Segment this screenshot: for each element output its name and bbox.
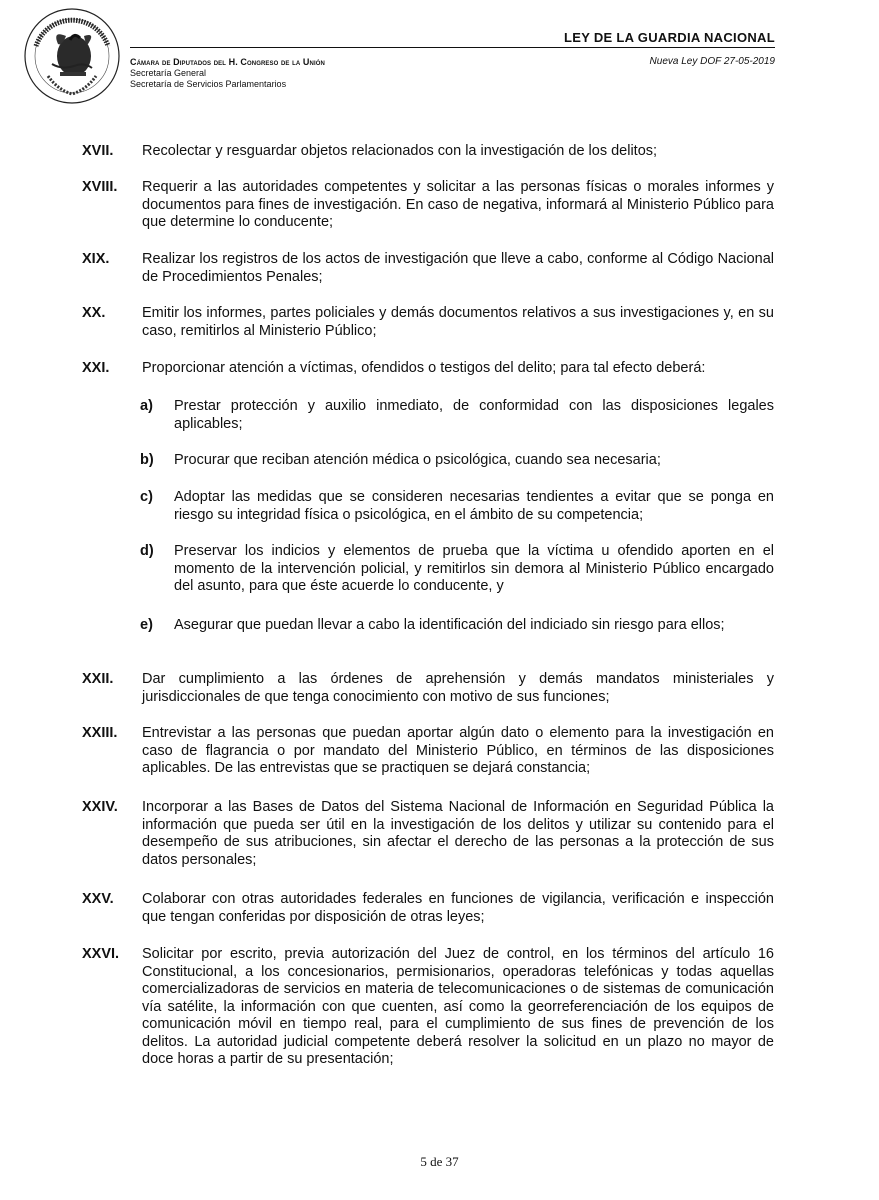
sub-paragraph-text: Asegurar que puedan llevar a cabo la identificación del indiciado sin riesgo para ellos; — [174, 617, 725, 633]
sub-paragraph-text: Procurar que reciban atención médica o psicológica, cuando sea necesaria; — [174, 452, 661, 468]
fraction-number: XXIII. — [82, 725, 118, 741]
services-name: Secretaría de Servicios Parlamentarios — [130, 79, 287, 89]
article-fraction — [82, 143, 774, 161]
fraction-number: XIX. — [82, 251, 110, 267]
sub-paragraph — [140, 489, 774, 524]
fraction-text: Entrevistar a las personas que puedan aportar algún dato o elemento para la investigación en caso de flagrancia o por mandato del Ministerio Público, en términos de las disposiciones aplicables. De las entrevistas que se practiquen se dejará constancia; — [142, 725, 774, 776]
fraction-number: XXV. — [82, 891, 114, 907]
sub-paragraph-letter: a) — [140, 398, 153, 414]
chamber-block — [130, 57, 325, 90]
sub-paragraph-text: Preservar los indicios y elementos de prueba que la víctima u ofendido aporten en el momento de la intervención policial, y remitirlos sin demora al Ministerio Público encargado del asunto, para que éste acuerde lo conducente, y — [174, 543, 774, 594]
law-title: LEY DE LA GUARDIA NACIONAL — [564, 30, 775, 45]
sub-paragraph — [140, 617, 774, 635]
article-fraction — [82, 799, 774, 869]
secretariat-name: Secretaría General — [130, 68, 207, 78]
fraction-text: Colaborar con otras autoridades federales en funciones de vigilancia, verificación e inspección que tengan conferidas por disposición de otras leyes; — [142, 891, 774, 925]
fraction-number: XXI. — [82, 360, 110, 376]
fraction-number: XXVI. — [82, 946, 120, 962]
article-fraction — [82, 725, 774, 778]
fraction-number: XVIII. — [82, 179, 118, 195]
sub-paragraph-letter: c) — [140, 489, 153, 505]
national-seal-icon — [22, 6, 122, 106]
fraction-text: Incorporar a las Bases de Datos del Sistema Nacional de Información en Seguridad Pública la información que pueda ser útil en la investigación de los delitos y utilizar su contenido para el desempeño de sus atribuciones, sin afectar el derecho de las personas a la protección de sus datos personales; — [142, 799, 774, 868]
article-fraction — [82, 891, 774, 926]
article-fraction — [82, 179, 774, 232]
article-fraction — [82, 946, 774, 1069]
page-number: 5 de 37 — [420, 1154, 459, 1169]
fraction-text: Emitir los informes, partes policiales y demás documentos relativos a sus investigaciones y, en su caso, remitirlos al Ministerio Público; — [142, 305, 774, 339]
law-title-block — [564, 30, 775, 48]
fraction-number: XXII. — [82, 671, 114, 687]
fraction-text: Realizar los registros de los actos de investigación que lleve a cabo, conforme al Código Nacional de Procedimientos Penales; — [142, 251, 774, 285]
article-fraction — [82, 671, 774, 706]
fraction-text: Dar cumplimiento a las órdenes de aprehensión y demás mandatos ministeriales y jurisdiccionales de que tenga conocimiento con motivo de sus funciones; — [142, 671, 774, 705]
fraction-text: Requerir a las autoridades competentes y solicitar a las personas físicas o morales informes y documentos para fines de investigación. En caso de negativa, informará al Ministerio Público para que determine lo conducente; — [142, 179, 774, 230]
article-fraction — [82, 305, 774, 340]
header-rule — [130, 47, 775, 48]
fraction-text: Solicitar por escrito, previa autorización del Juez de control, en los términos del artículo 16 Constitucional, a los concesionarios, permisionarios, operadoras telefónicas y todas aquellas comercializadoras de servicios en materia de telecomunicaciones o de sistemas de comunicación vía satélite, la información con que cuenten, así como la georreferenciación de los equipos de comunicación móvil en tiempo real, para el cumplimiento de sus fines de prevención de los delitos. La autoridad judicial competente deberá resolver la solicitud en un plazo no mayor de doce horas a partir de su presentación; — [142, 946, 774, 1067]
sub-paragraph — [140, 452, 774, 470]
sub-paragraph-text: Adoptar las medidas que se consideren necesarias tendientes a evitar que se ponga en riesgo su integridad física o psicológica, en el ámbito de su competencia; — [174, 489, 774, 523]
reform-note: Nueva Ley DOF 27-05-2019 — [649, 56, 775, 67]
chamber-name: Cámara de Diputados del H. Congreso de la Unión — [130, 57, 325, 67]
fraction-number: XX. — [82, 305, 106, 321]
fraction-text: Proporcionar atención a víctimas, ofendidos o testigos del delito; para tal efecto deberá: — [142, 360, 706, 376]
article-fraction — [82, 251, 774, 286]
sub-paragraph — [140, 543, 774, 596]
sub-paragraph-letter: e) — [140, 617, 153, 633]
sub-paragraph-letter: b) — [140, 452, 154, 468]
article-fraction — [82, 360, 774, 378]
sub-paragraph-letter: d) — [140, 543, 154, 559]
fraction-number: XXIV. — [82, 799, 118, 815]
sub-paragraph-text: Prestar protección y auxilio inmediato, de conformidad con las disposiciones legales aplicables; — [174, 398, 774, 432]
fraction-text: Recolectar y resguardar objetos relacionados con la investigación de los delitos; — [142, 143, 658, 159]
sub-paragraph — [140, 398, 774, 433]
fraction-number: XVII. — [82, 143, 114, 159]
